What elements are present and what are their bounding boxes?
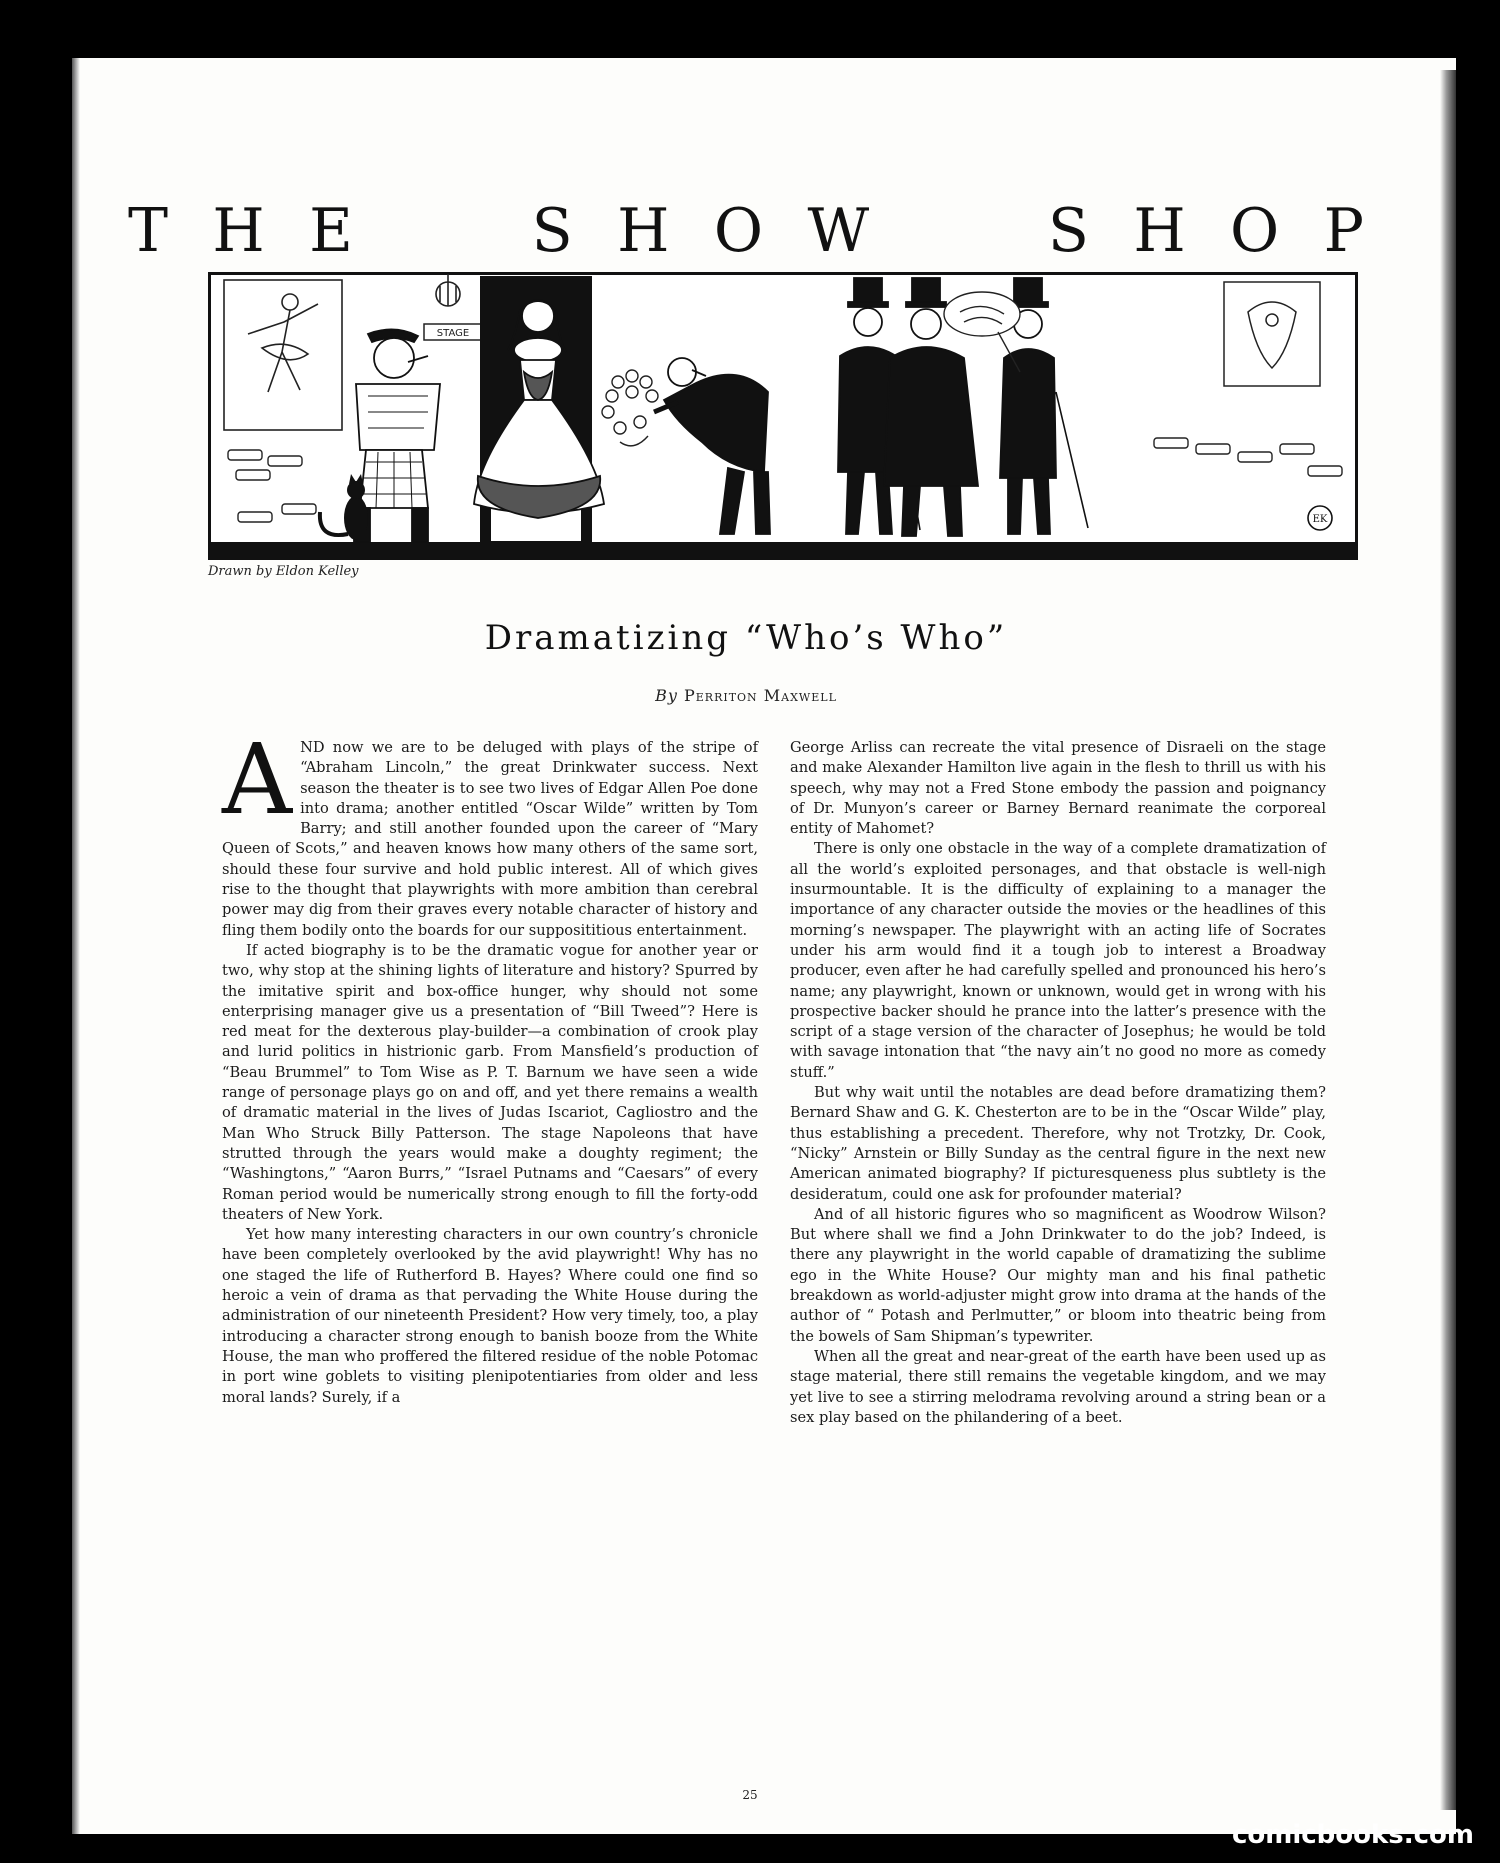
masthead-letter: T <box>128 196 169 266</box>
page-edge-shadow <box>1440 70 1456 1810</box>
drop-cap: A <box>222 723 293 836</box>
article-title: Dramatizing “Who’s Who” <box>484 618 1008 658</box>
masthead-letter: S <box>1047 196 1089 266</box>
page-number: 25 <box>742 1788 758 1802</box>
site-watermark: comicbooks.com <box>1231 1820 1474 1850</box>
section-masthead <box>128 196 1364 266</box>
article-paragraph: But why wait until the notables are dead before dramatizing them? Bernard Shaw and G. K. Chesterton are to be in the “Oscar Wilde” play, thus establishing a precedent. Therefore, why not Trotzky, Dr. Cook, “Nicky” Arnstein or Billy Sunday as the central figure in the next new American animated biography? If picturesqueness plus subtlety is the desideratum, could one ask for profounder material? <box>790 1084 1326 1203</box>
masthead-letter: E <box>309 196 353 266</box>
artist-monogram <box>1308 506 1332 530</box>
masthead-letter: H <box>1133 196 1186 266</box>
article-paragraph-text: ND now we are to be deluged with plays of the stripe of “Abraham Lincoln,” the great Drinkwater success. Next season the theater is to see two lives of Edgar Allen Poe done into drama; another entitled “Oscar Wilde” written by Tom Barry; and still another founded upon the career of “Mary Queen of Scots,” and heaven knows how many others of the same sort, should these four survive and hold public interest. All of which gives rise to the thought that playwrights with more ambition than cerebral power may dig from their graves every notable character of history and fling them bodily onto the boards for our supposititious entertainment. <box>222 739 758 939</box>
article-paragraph: If acted biography is to be the dramatic vogue for another year or two, why stop at the shining lights of literature and history? Spurred by the imitative spirit and box-office hunger, why should not some enterprising manager give us a presentation of “Bill Tweed”? Here is red meat for the dexterous play-builder—a combination of crook play and lurid politics in histrionic garb. From Mansfield’s production of “Beau Brummel” to Tom Wise as P. T. Barnum we have seen a wide range of personage plays go on and off, and yet there remains a wealth of dramatic material in the lives of Judas Iscariot, Cagliostro and the Man Who Struck Billy Patterson. The stage Napoleons that have strutted through the years would make a doughty regiment; the “Washingtons,” “Aaron Burrs,” “Israel Putnams and “Caesars” of every Roman period would be numerically strong enough to fill the forty-odd theaters of New York. <box>222 941 758 1223</box>
article-paragraph: Yet how many interesting characters in our own country’s chronicle have been completely overlooked by the avid playwright! Why has no one staged the life of Rutherford B. Hayes? Where could one find so heroic a vein of drama as that pervading the White House during the administration of our nineteenth President? How very timely, too, a play introducing a character strong enough to banish booze from the White House, the man who proffered the filtered residue of the noble Potomac in port wine goblets to visiting plenipotentiaries from older and less moral lands? Surely, if a <box>222 1226 758 1406</box>
masthead-letter: W <box>807 196 870 266</box>
illustration-credit: Drawn by Eldon Kelley <box>208 564 359 579</box>
masthead-letter: H <box>617 196 670 266</box>
top-hat-icon <box>912 278 940 304</box>
masthead-letter: S <box>531 196 573 266</box>
stage-door-illustration <box>208 272 1358 560</box>
article-paragraph: When all the great and near-great of the earth have been used up as stage material, there still remains the vegetable kingdom, and we may yet live to see a stirring melodrama revolving around a string bean or a sex play based on the philandering of a beet. <box>790 1347 1326 1426</box>
article-paragraph: George Arliss can recreate the vital presence of Disraeli on the stage and make Alexander Hamilton live again in the flesh to thrill us with his speech, why may not a Fred Stone embody the passion and poignancy of Dr. Munyon’s career or Barney Bernard reanimate the corporeal entity of Mahomet? <box>790 739 1326 838</box>
masthead-letter: O <box>1230 196 1280 266</box>
article-column-right <box>790 738 1326 1428</box>
stage-sign-text: STAGE <box>436 328 470 339</box>
article-paragraph <box>222 723 758 941</box>
article-paragraph: There is only one obstacle in the way of a complete dramatization of all the world’s exploited personages, and that obstacle is well-nigh insurmountable. It is the difficulty of explaining to a manager the importance of any character outside the movies or the headlines of this morning’s newspaper. The playwright with an acting life of Socrates under his arm would find it a tough job to interest a Broadway producer, even after he had carefully spelled and pronounced his hero’s name; any playwright, known or unknown, would get in wrong with his prospective backer should he prance into the latter’s presence with the script of a stage version of the character of Josephus; he would be told with savage intonation that “the navy ain’t no good no more as comedy stuff.” <box>790 840 1326 1081</box>
masthead-letter: H <box>212 196 265 266</box>
masthead-letter: P <box>1323 196 1364 266</box>
article-column-left <box>222 723 758 1408</box>
masthead-letter: O <box>713 196 764 266</box>
article-paragraph: And of all historic figures who so magnificent as Woodrow Wilson? But where shall we find a John Drinkwater to do the job? Indeed, is there any playwright in the world capable of dramatizing the sublime ego in the White House? Our mighty man and his final pathetic breakdown as world-adjuster might grow into drama at the hands of the author of “ Potash and Perlmutter,” or bloom into theatric being from the bowels of Sam Shipman’s typewriter. <box>790 1205 1326 1345</box>
stage-sign <box>424 324 482 340</box>
byline <box>128 686 1364 705</box>
top-hat-icon <box>854 278 882 304</box>
byline-author: Perriton Maxwell <box>684 686 837 705</box>
top-hat-icon <box>1014 278 1042 304</box>
page-spine-shadow <box>72 58 80 1834</box>
artist-monogram-text: EK <box>1312 514 1328 525</box>
byline-prefix: By <box>655 686 678 705</box>
